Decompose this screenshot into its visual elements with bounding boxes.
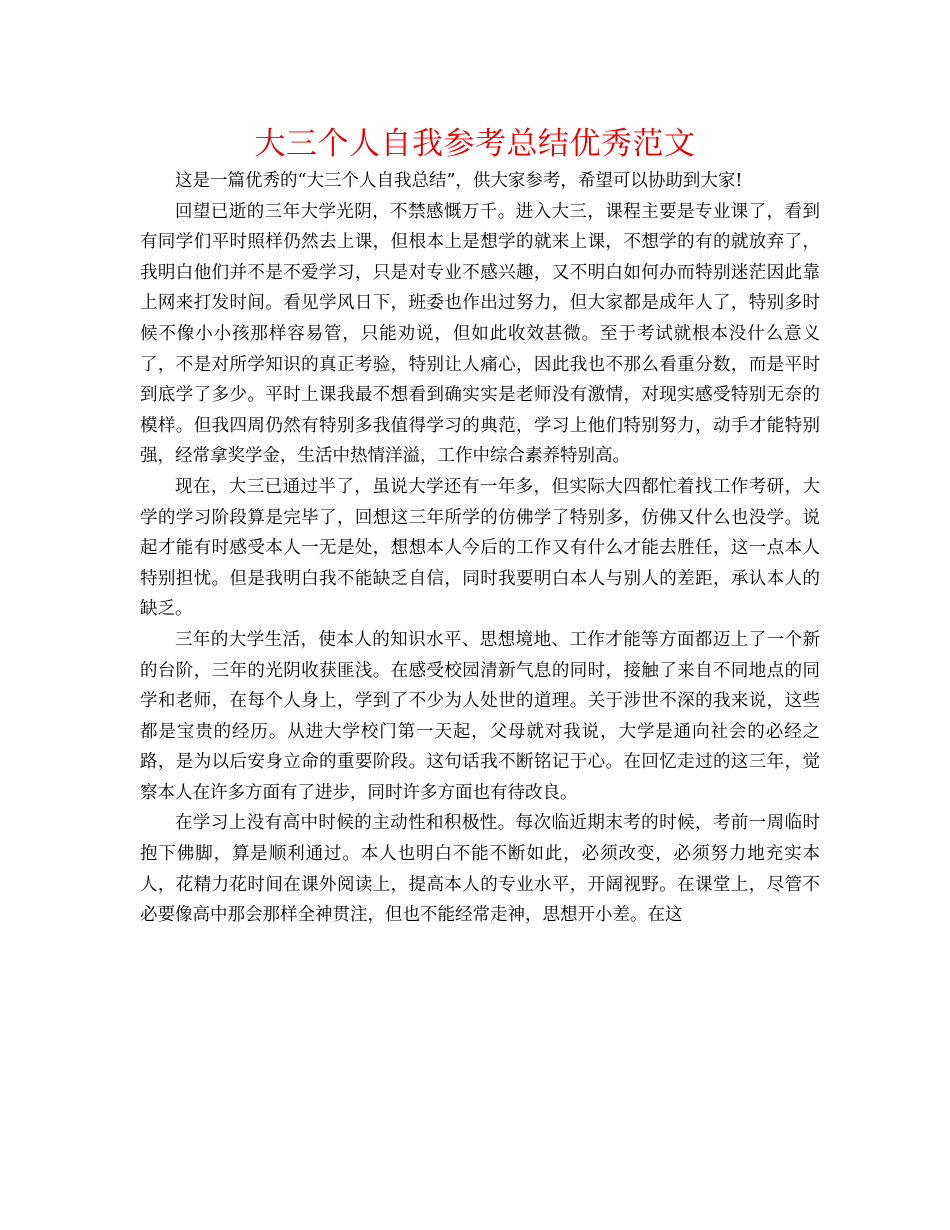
paragraph: 三年的大学生活，使本人的知识水平、思想境地、工作才能等方面都迈上了一个新的台阶，三年的光阴收获匪浅。在感受校园清新气息的同时，接触了来自不同地点的同学和老师，在每个人身上，学到了不少为人处世的道理。关于涉世不深的我来说，这些都是宝贵的经历。从进大学校门第一天起，父母就对我说，大学是通向社会的必经之路，是为以后安身立命的重要阶段。这句话我不断铭记于心。在回忆走过的这三年，觉察本人在许多方面有了进步，同时许多方面也有待改良。 (140, 629, 820, 803)
paragraph: 在学习上没有高中时候的主动性和积极性。每次临近期末考的时候，考前一周临时抱下佛脚，算是顺利通过。本人也明白不能不断如此，必须改变，必须努力地充实本人，花精力花时间在课外阅读上，提高本人的专业水平，开阔视野。在课堂上，尽管不必要像高中那会那样全神贯注，但也不能经常走神，思想开小差。在这 (140, 813, 820, 926)
paragraph: 回望已逝的三年大学光阴，不禁感慨万千。进入大三，课程主要是专业课了，看到有同学们平时照样仍然去上课，但根本上是想学的就来上课，不想学的有的就放弃了，我明白他们并不是不爱学习，只是对专业不感兴趣，又不明白如何办而特别迷茫因此靠上网来打发时间。看见学风日下，班委也作出过努力，但大家都是成年人了，特别多时候不像小小孩那样容易管，只能劝说，但如此收效甚微。至于考试就根本没什么意义了，不是对所学知识的真正考验，特别让人痛心，因此我也不那么看重分数，而是平时到底学了多少。平时上课我最不想看到确实实是老师没有激情，对现实感受特别无奈的模样。但我四周仍然有特别多我值得学习的典范，学习上他们特别努力，动手才能特别强，经常拿奖学金，生活中热情洋溢，工作中综合素养特别高。 (140, 201, 820, 467)
paragraph: 现在，大三已通过半了，虽说大学还有一年多，但实际大四都忙着找工作考研，大学的学习阶段算是完毕了，回想这三年所学的仿佛学了特别多，仿佛又什么也没学。说起才能有时感受本人一无是处，想想本人今后的工作又有什么才能去胜任，这一点本人特别担忧。但是我明白我不能缺乏自信，同时我要明白本人与别人的差距，承认本人的缺乏。 (140, 476, 820, 620)
document-title: 大三个人自我参考总结优秀范文 (254, 126, 696, 162)
paragraph: 这是一篇优秀的“大三个人自我总结”，供大家参考，希望可以协助到大家! (175, 171, 743, 191)
document-body (140, 166, 820, 931)
